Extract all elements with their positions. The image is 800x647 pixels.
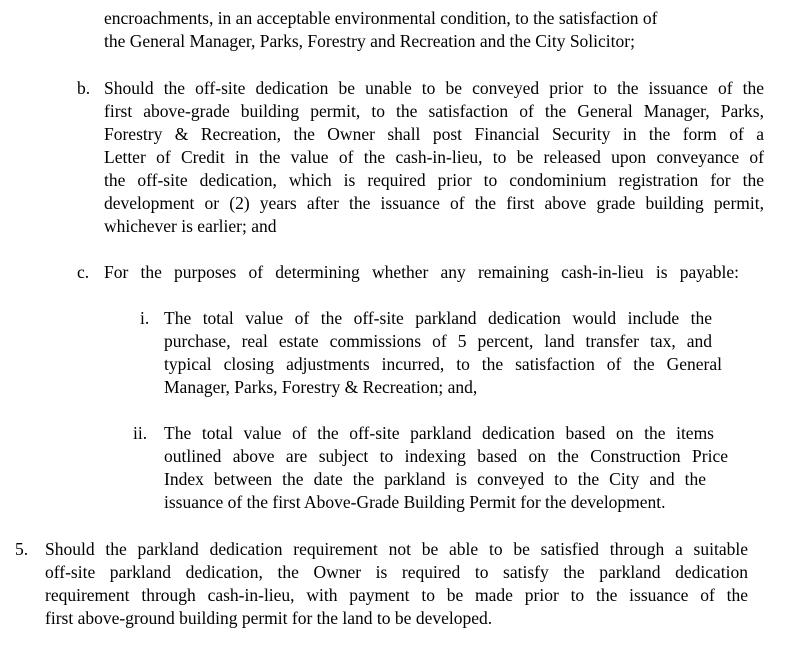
text-line: the General Manager, Parks, Forestry and Recreation and the City Solicitor;	[104, 31, 635, 51]
list-marker: ii.	[133, 423, 148, 443]
text-line: issuance of the first Above-Grade Building Permit for the development.	[164, 492, 666, 512]
text-line: whichever is earlier; and	[104, 216, 277, 236]
text-line: Index between the date the parkland is conveyed to the City and the	[164, 469, 706, 489]
text-line: Should the parkland dedication requirement not be able to be satisfied through a suitable	[45, 539, 748, 559]
list-marker: c.	[77, 262, 90, 282]
list-marker: 5.	[15, 539, 29, 559]
text-line: For the purposes of determining whether any remaining cash-in-lieu is payable:	[104, 262, 739, 282]
text-line: the off-site dedication, which is required prior to condominium registration for the	[104, 170, 764, 190]
text-line: off-site parkland dedication, the Owner is required to satisfy the parkland dedication	[45, 562, 748, 582]
text-line: encroachments, in an acceptable environmental condition, to the satisfaction of	[104, 8, 658, 28]
list-marker: b.	[77, 78, 91, 98]
text-line: Forestry & Recreation, the Owner shall post Financial Security in the form of a	[104, 124, 764, 144]
text-line: The total value of the off-site parkland dedication based on the items	[164, 423, 714, 443]
text-line: first above-grade building permit, to the satisfaction of the General Manager, Parks,	[104, 101, 764, 121]
list-marker: i.	[140, 308, 150, 328]
text-line: Manager, Parks, Forestry & Recreation; and,	[164, 377, 478, 397]
text-line: The total value of the off-site parkland dedication would include the	[164, 308, 712, 328]
text-line: development or (2) years after the issuance of the first above grade building permit,	[104, 193, 764, 213]
text-line: Letter of Credit in the value of the cash-in-lieu, to be released upon conveyance of	[104, 147, 764, 167]
text-line: requirement through cash-in-lieu, with payment to be made prior to the issuance of the	[45, 585, 748, 605]
text-line: first above-ground building permit for the land to be developed.	[45, 608, 493, 628]
text-line: purchase, real estate commissions of 5 percent, land transfer tax, and	[164, 331, 712, 351]
text-line: typical closing adjustments incurred, to the satisfaction of the General	[164, 354, 722, 374]
text-line: outlined above are subject to indexing based on the Construction Price	[164, 446, 728, 466]
text-line: Should the off-site dedication be unable to be conveyed prior to the issuance of the	[104, 78, 764, 98]
